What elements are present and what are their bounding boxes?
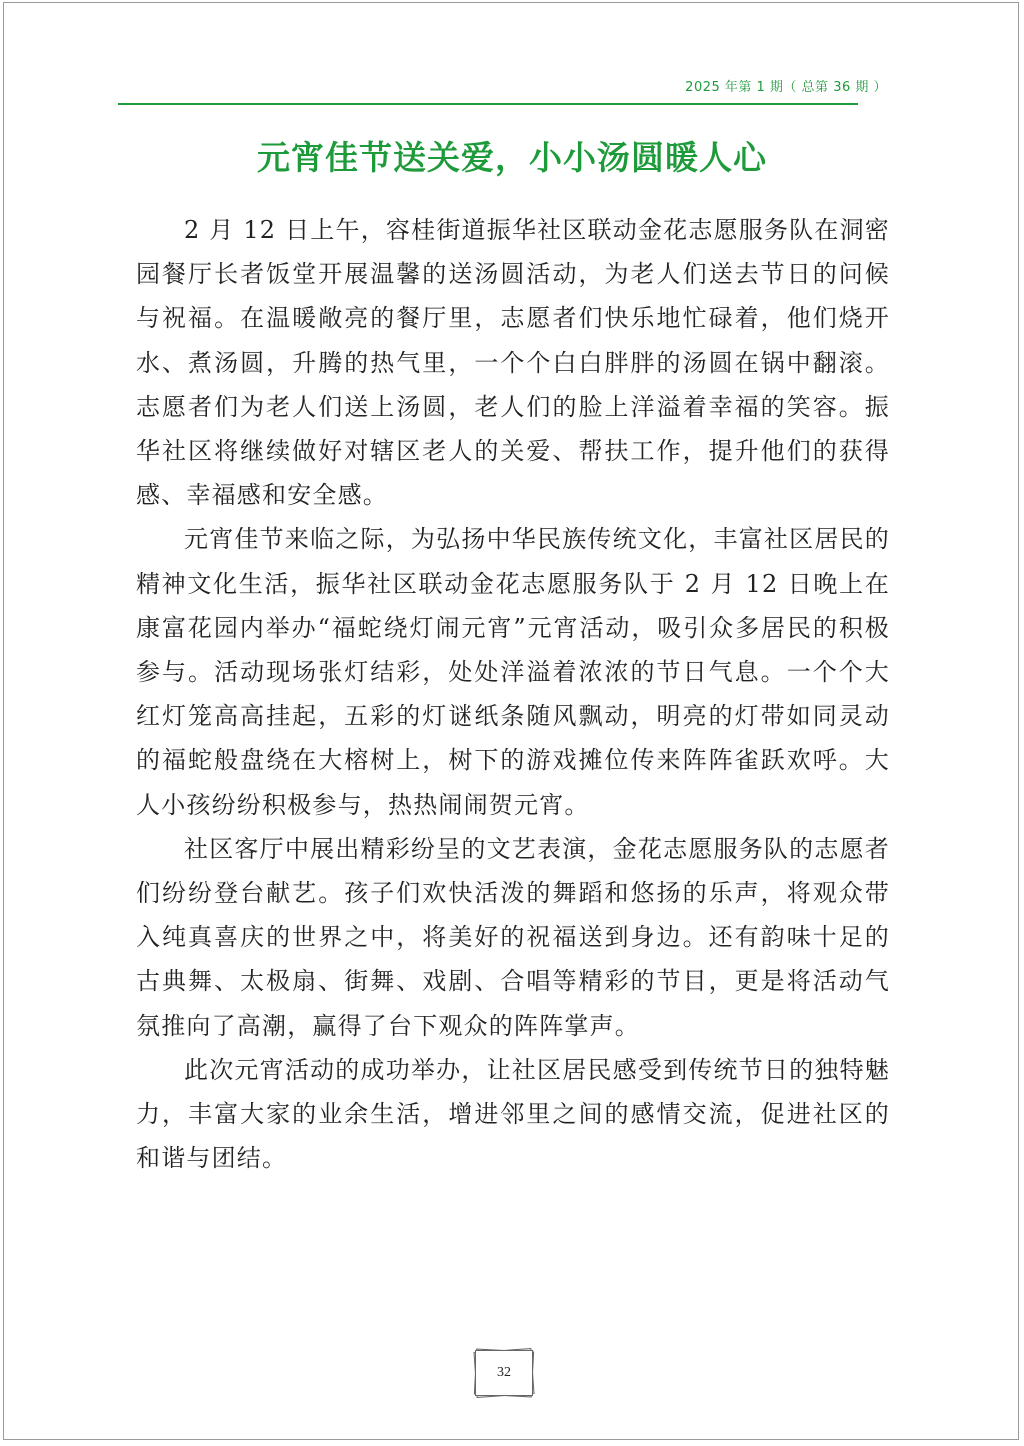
paragraph-2: 元宵佳节来临之际，为弘扬中华民族传统文化，丰富社区居民的精神文化生活，振华社区联动金花志愿服务队于 2 月 12 日晚上在康富花园内举办“福蛇绕灯闹元宵”元宵活动，吸引众多居民的积极参与。活动现场张灯结彩，处处洋溢着浓浓的节日气息。一个个大红灯笼高高挂起，五彩的灯谜纸条随风飘动，明亮的灯带如同灵动的福蛇般盘绕在大榕树上，树下的游戏摊位传来阵阵雀跃欢呼。大人小孩纷纷积极参与，热热闹闹贺元宵。 [136, 525, 890, 819]
article-title: 元宵佳节送关爱，小小汤圆暖人心 [257, 138, 767, 177]
page-number: 32 [475, 1350, 533, 1396]
paragraph-4: 此次元宵活动的成功举办，让社区居民感受到传统节日的独特魅力，丰富大家的业余生活，增进邻里之间的感情交流，促进社区的和谐与团结。 [136, 1055, 890, 1173]
header-rule [118, 103, 858, 105]
paragraph-1: 2 月 12 日上午，容桂街道振华社区联动金花志愿服务队在洞密园餐厅长者饭堂开展温馨的送汤圆活动，为老人们送去节日的问候与祝福。在温暖敞亮的餐厅里，志愿者们快乐地忙碌着，他们烧开水、煮汤圆，升腾的热气里，一个个白白胖胖的汤圆在锅中翻滚。志愿者们为老人们送上汤圆，老人们的脸上洋溢着幸福的笑容。振华社区将继续做好对辖区老人的关爱、帮扶工作，提升他们的获得感、幸福感和安全感。 [136, 216, 890, 510]
article-body [136, 208, 890, 1180]
page-number-box [471, 1346, 537, 1400]
issue-header: 2025 年第 1 期（ 总第 36 期 ） [685, 80, 887, 95]
paragraph-3: 社区客厅中展出精彩纷呈的文艺表演，金花志愿服务队的志愿者们纷纷登台献艺。孩子们欢快活泼的舞蹈和悠扬的乐声，将观众带入纯真喜庆的世界之中，将美好的祝福送到身边。还有韵味十足的古典舞、太极扇、街舞、戏剧、合唱等精彩的节目，更是将活动气氛推向了高潮，赢得了台下观众的阵阵掌声。 [136, 834, 890, 1040]
